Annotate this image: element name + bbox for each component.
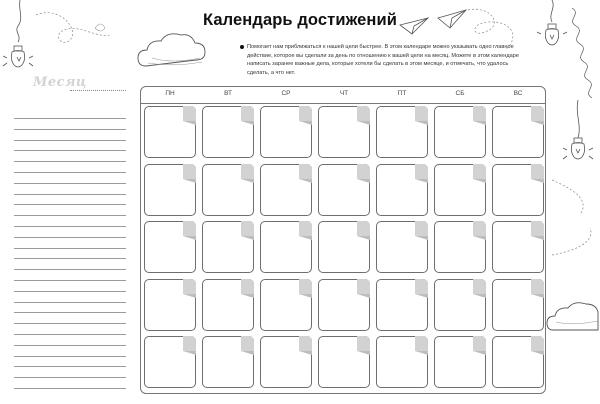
notes-line[interactable] [14,215,126,216]
day-tab [531,221,544,236]
day-cell[interactable] [376,106,428,158]
description-block [240,43,530,77]
notes-line[interactable] [14,150,126,151]
month-label: Месяц [33,75,87,90]
day-cell[interactable] [492,279,544,331]
day-tab [357,221,370,236]
dashed-path-right-1 [552,180,583,215]
dashed-path-right-2 [552,228,591,255]
day-cell[interactable] [492,106,544,158]
notes-line[interactable] [14,269,126,270]
notes-line[interactable] [14,291,126,292]
day-cell[interactable] [376,221,428,273]
calendar-header [141,87,545,104]
calendar-grid [140,86,546,394]
notes-line[interactable] [14,366,126,367]
day-tab [473,106,486,121]
day-tab [473,279,486,294]
day-tab [241,279,254,294]
day-cell[interactable] [202,221,254,273]
notes-line[interactable] [14,194,126,195]
day-tab [531,106,544,121]
notes-line[interactable] [14,248,126,249]
notes-line[interactable] [14,118,126,119]
day-cell[interactable] [318,106,370,158]
day-cell[interactable] [318,164,370,216]
day-cell[interactable] [376,164,428,216]
day-cell[interactable] [260,279,312,331]
day-cell[interactable] [144,279,196,331]
day-cell[interactable] [434,336,486,388]
page-title: Календарь достижений [203,11,397,29]
day-tab [299,336,312,351]
day-tab [531,279,544,294]
weekday-label: ЧТ [339,90,349,97]
day-tab [357,164,370,179]
day-cell[interactable] [318,279,370,331]
notes-area[interactable] [14,118,126,400]
notes-line[interactable] [14,312,126,313]
day-cell[interactable] [202,164,254,216]
day-tab [241,106,254,121]
day-cell[interactable] [260,164,312,216]
day-cell[interactable] [434,106,486,158]
day-tab [415,164,428,179]
day-cell[interactable] [202,279,254,331]
notes-line[interactable] [14,140,126,141]
day-cell[interactable] [144,164,196,216]
cloud-icon-top [138,34,205,66]
day-tab [241,221,254,236]
notes-line[interactable] [14,226,126,227]
notes-line[interactable] [14,377,126,378]
notes-line[interactable] [14,280,126,281]
weekday-label: ВТ [224,90,232,97]
day-tab [415,221,428,236]
day-tab [415,279,428,294]
weekday-label: ПТ [397,90,407,97]
weekday-label: ВС [513,90,523,97]
weekday-label: ПН [165,90,175,97]
day-tab [531,336,544,351]
day-tab [299,221,312,236]
day-cell[interactable] [144,106,196,158]
weekday-label: СБ [455,90,465,97]
day-tab [299,106,312,121]
day-cell[interactable] [492,221,544,273]
day-cell[interactable] [376,336,428,388]
month-input-line[interactable] [70,90,126,91]
day-cell[interactable] [318,336,370,388]
day-cell[interactable] [144,221,196,273]
day-tab [183,336,196,351]
notes-line[interactable] [14,204,126,205]
day-cell[interactable] [260,336,312,388]
day-tab [473,164,486,179]
bullet-icon [240,45,244,49]
day-tab [183,164,196,179]
day-tab [183,279,196,294]
notes-line[interactable] [14,388,126,389]
day-tab [241,336,254,351]
day-tab [299,164,312,179]
day-cell[interactable] [260,221,312,273]
day-tab [415,106,428,121]
day-cell[interactable] [492,336,544,388]
day-tab [241,164,254,179]
day-tab [357,336,370,351]
notes-line[interactable] [14,161,126,162]
description-text: Помогает нам приближаться к нашей цели быстрее. В этом календаре можно указывать одно главное действие, которое вы сделали за день по отношению к вашей цели на месяц. Можете в этом календаре написать заранее важные дела, которые хотели бы сделать в этом месяце, и отмечать, что удалось сделать, а что нет. [247,44,519,76]
notes-line[interactable] [14,302,126,303]
day-cell[interactable] [434,164,486,216]
day-cell[interactable] [202,106,254,158]
cloud-icon-bottom-right [547,303,598,330]
notes-line[interactable] [14,258,126,259]
day-tab [299,279,312,294]
day-cell[interactable] [434,221,486,273]
day-cell[interactable] [260,106,312,158]
day-cell[interactable] [434,279,486,331]
day-tab [183,221,196,236]
day-tab [357,279,370,294]
notes-line[interactable] [14,356,126,357]
day-tab [473,221,486,236]
day-cell[interactable] [376,279,428,331]
day-tab [183,106,196,121]
notes-line[interactable] [14,183,126,184]
day-tab [415,336,428,351]
day-tab [357,106,370,121]
day-tab [473,336,486,351]
notes-line[interactable] [14,334,126,335]
notes-line[interactable] [14,129,126,130]
notes-line[interactable] [14,323,126,324]
day-cell[interactable] [202,336,254,388]
notes-line[interactable] [14,172,126,173]
notes-line[interactable] [14,237,126,238]
weekday-label: СР [281,90,291,97]
day-cell[interactable] [318,221,370,273]
day-cell[interactable] [492,164,544,216]
light-bulb-icon-right-mid [563,100,593,159]
day-cell[interactable] [144,336,196,388]
day-tab [531,164,544,179]
notes-line[interactable] [14,345,126,346]
